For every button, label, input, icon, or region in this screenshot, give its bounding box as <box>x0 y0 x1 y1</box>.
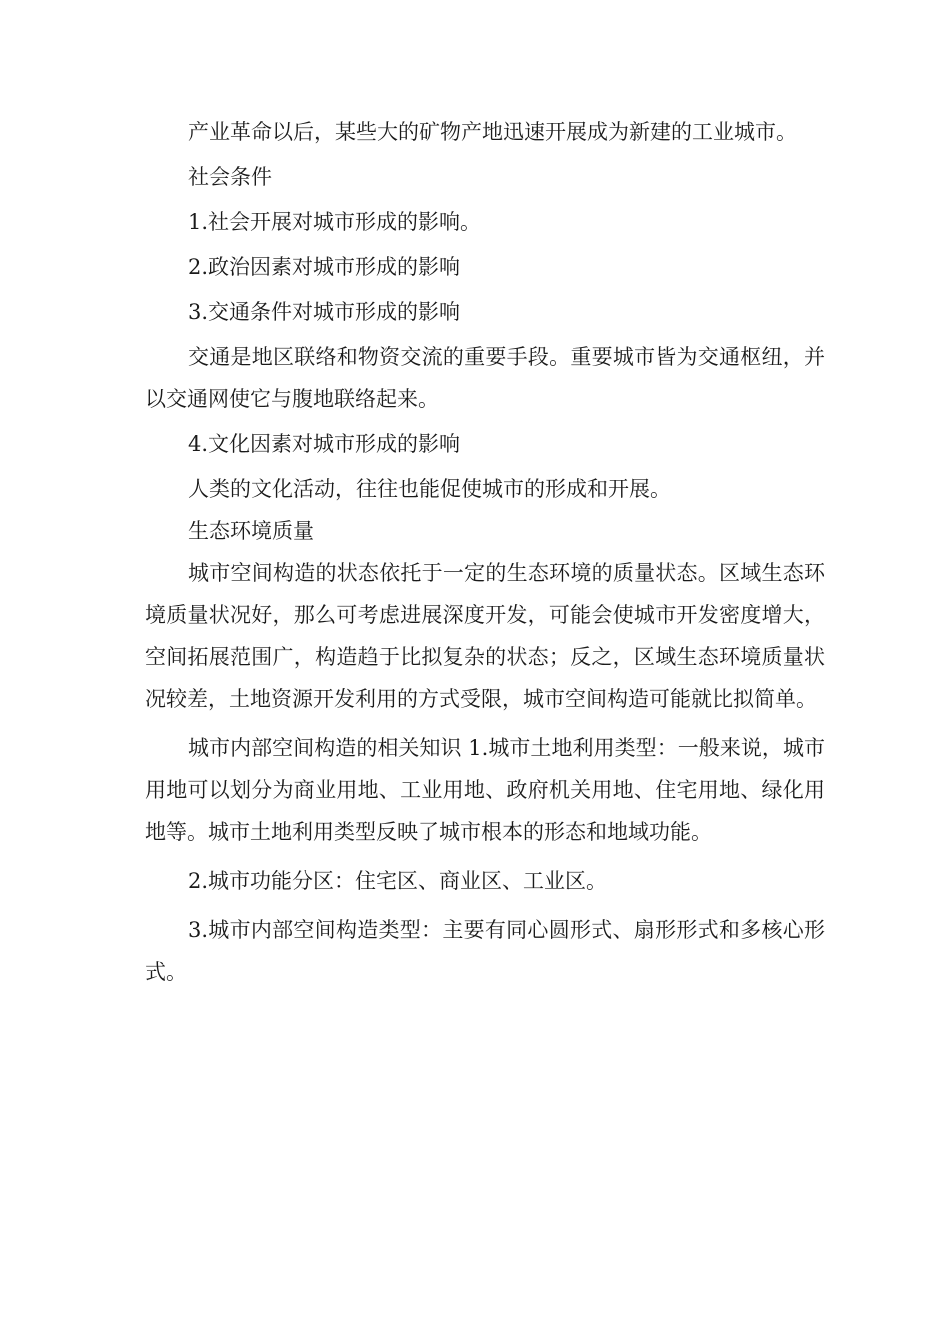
paragraph-land-use-types: 城市内部空间构造的相关知识 1.城市土地利用类型：一般来说，城市用地可以划分为商业用地、工业用地、政府机关用地、住宅用地、绿化用地等。城市土地利用类型反映了城市根本的形态和地域功能。 <box>145 736 825 844</box>
item-cultural-factors: 4.文化因素对城市形成的影响 <box>188 432 461 456</box>
paragraph-industrial-revolution: 产业革命以后，某些大的矿物产地迅速开展成为新建的工业城市。 <box>188 120 797 144</box>
paragraph-cultural-activity: 人类的文化活动，往往也能促使城市的形成和开展。 <box>188 477 671 501</box>
item-political-factors: 2.政治因素对城市形成的影响 <box>188 255 461 279</box>
item-transport-conditions: 3.交通条件对城市形成的影响 <box>188 300 461 324</box>
paragraph-transport: 交通是地区联络和物资交流的重要手段。重要城市皆为交通枢纽，并以交通网使它与腹地联络起来。 <box>145 345 825 411</box>
heading-ecological-quality: 生态环境质量 <box>188 519 314 543</box>
heading-social-conditions: 社会条件 <box>188 165 272 189</box>
document-body <box>145 111 825 993</box>
paragraph-ecological-quality: 城市空间构造的状态依托于一定的生态环境的质量状态。区域生态环境质量状况好，那么可考虑进展深度开发，可能会使城市开发密度增大，空间拓展范围广，构造趋于比拟复杂的状态；反之，区域生态环境质量状况较差，土地资源开发利用的方式受限，城市空间构造可能就比拟简单。 <box>145 561 825 711</box>
item-structure-types: 3.城市内部空间构造类型：主要有同心圆形式、扇形形式和多核心形式。 <box>145 918 825 984</box>
item-functional-zones: 2.城市功能分区：住宅区、商业区、工业区。 <box>188 869 608 893</box>
item-social-development: 1.社会开展对城市形成的影响。 <box>188 210 482 234</box>
